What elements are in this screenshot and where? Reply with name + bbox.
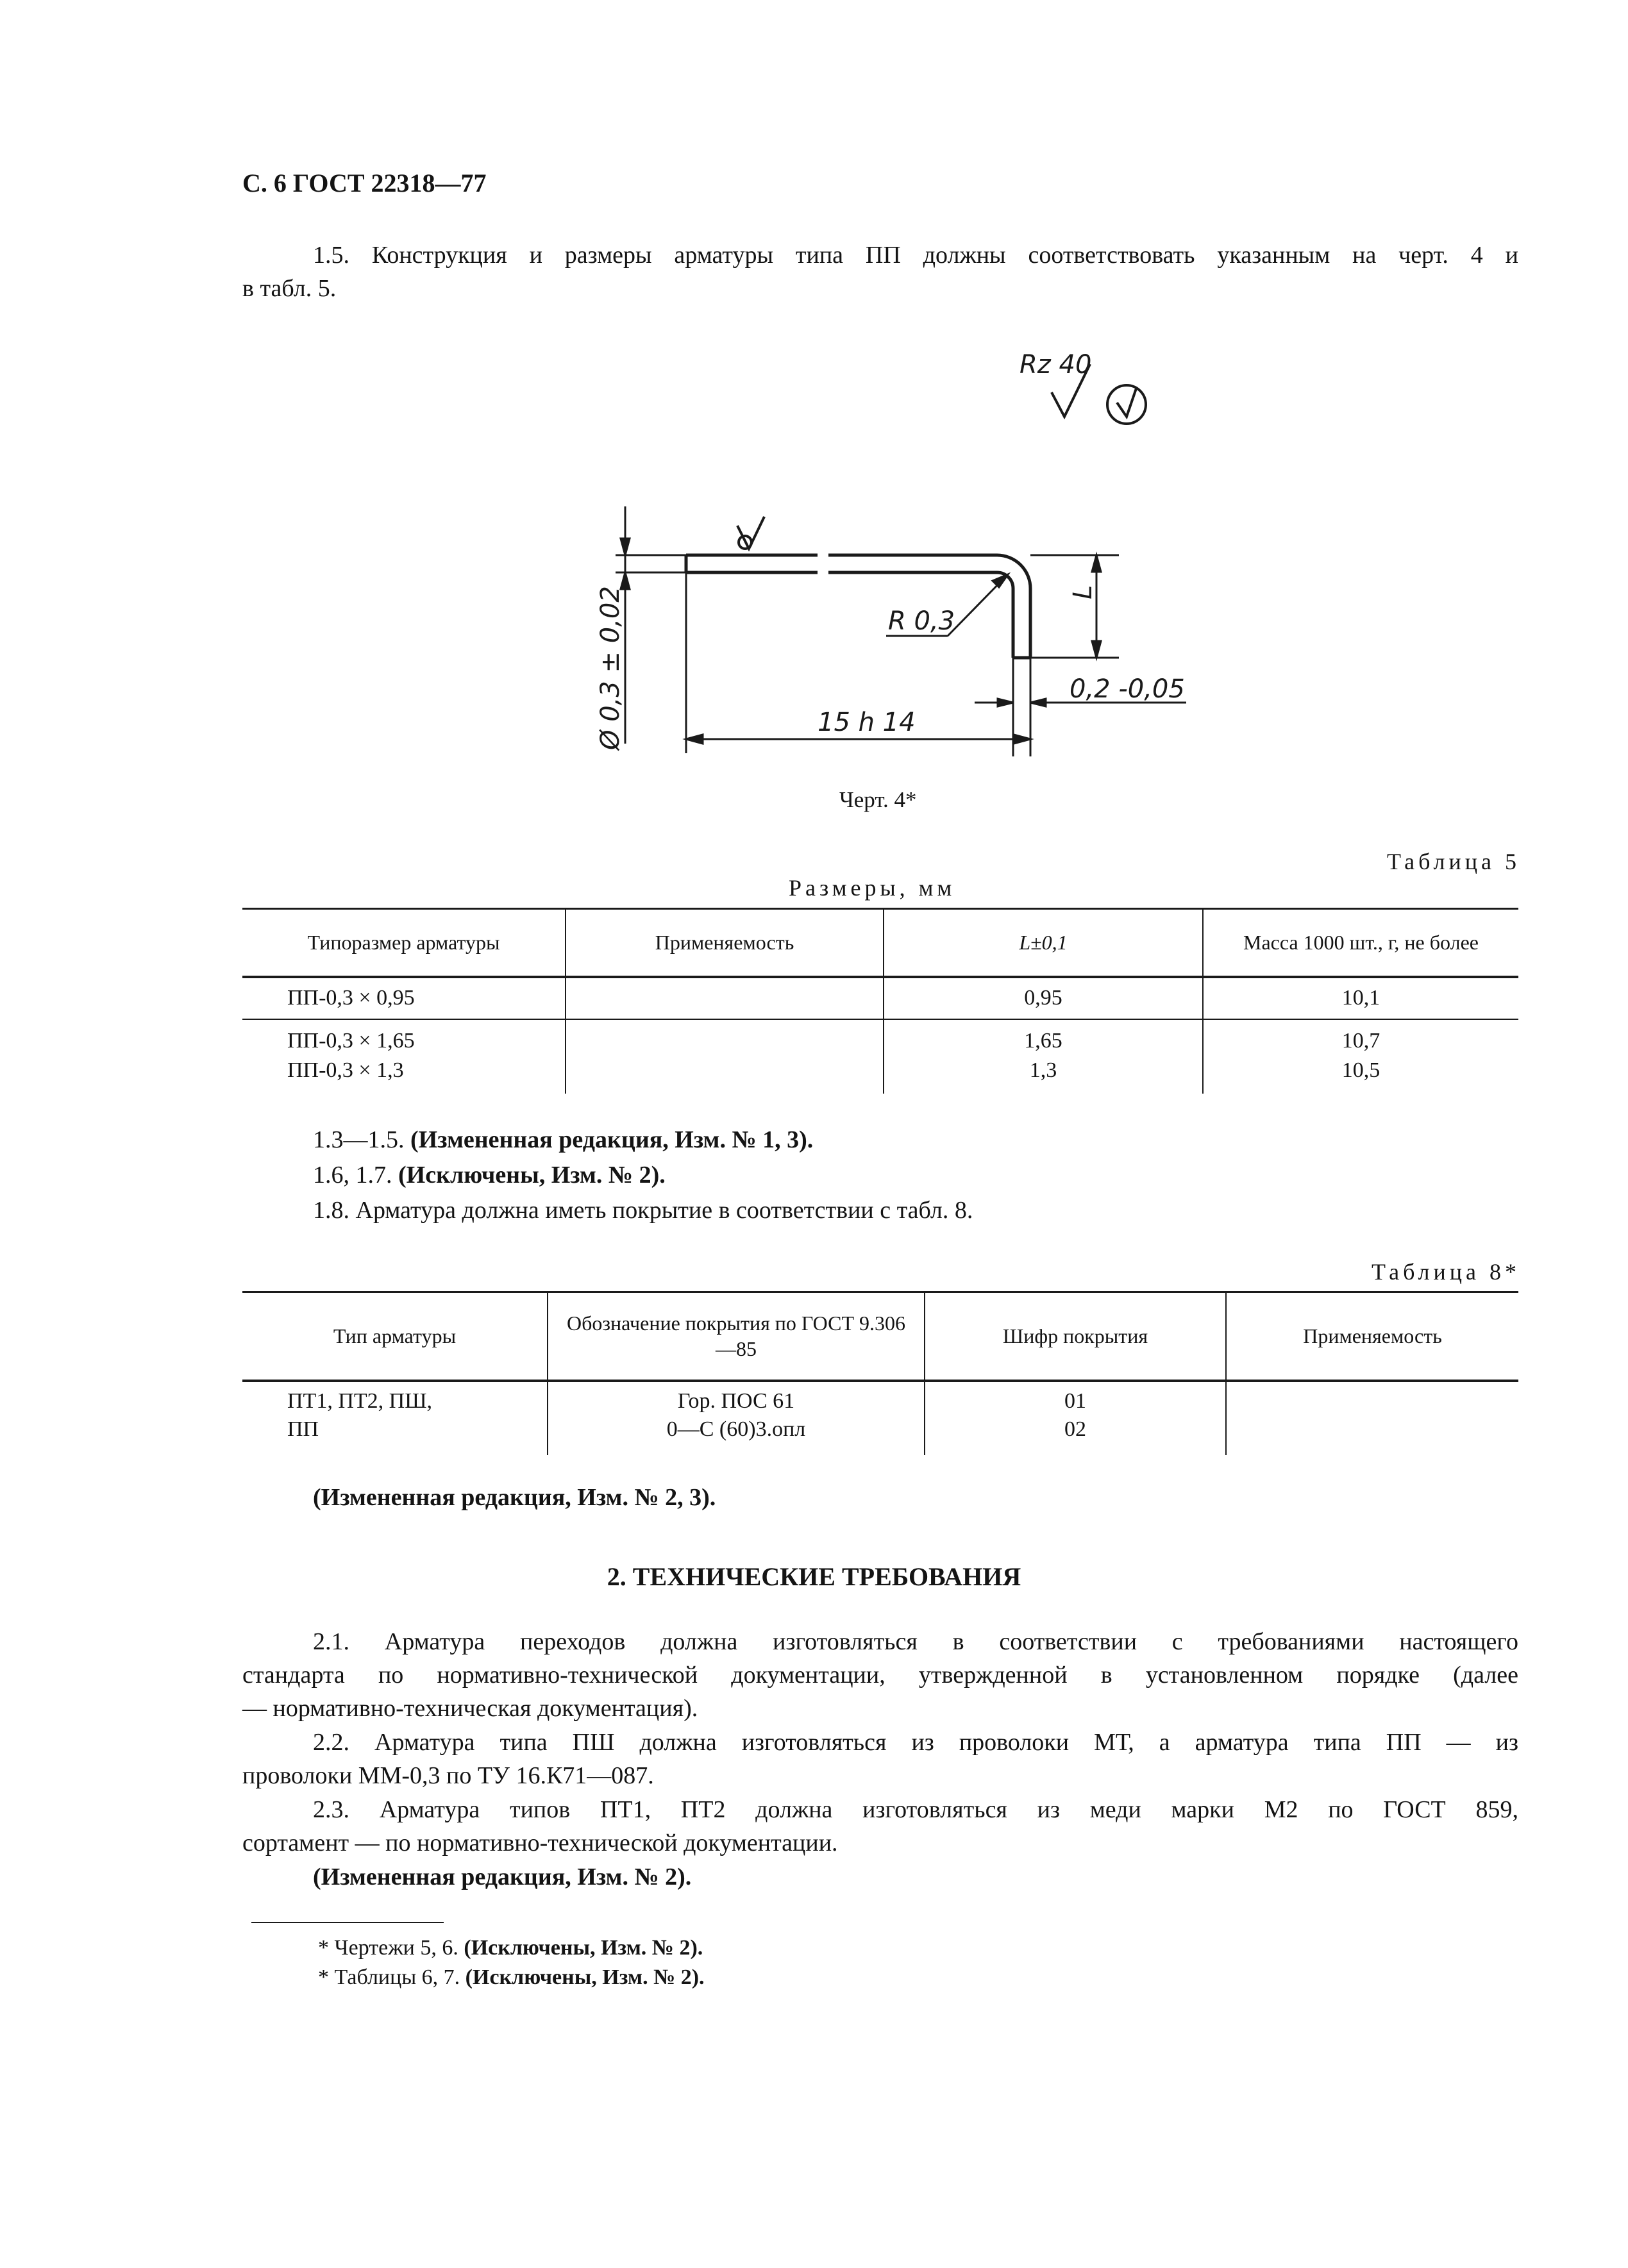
drawing-caption: Черт. 4* bbox=[839, 787, 917, 812]
t8-header-applic: Применяемость bbox=[1226, 1292, 1518, 1381]
t5-cell: 0,95 bbox=[884, 977, 1203, 1019]
t5-cell: 10,7 10,5 bbox=[1203, 1019, 1518, 1094]
surface-mark bbox=[737, 517, 764, 549]
dim-diameter-label: Ø 0,3 ± 0,02 bbox=[596, 586, 625, 750]
t5-cell: ПП-0,3 × 0,95 bbox=[287, 985, 415, 1010]
t8-header-coating: Обозначение покрытия по ГОСТ 9.306—85 bbox=[548, 1292, 925, 1381]
paragraph-2-3: 2.3. Арматура типов ПТ1, ПТ2 должна изготовляться из меди марки М2 по ГОСТ 859, сортамент — по нормативно-технической документации. bbox=[242, 1796, 1518, 1856]
t8-header-code: Шифр покрытия bbox=[925, 1292, 1226, 1381]
t5-cell: 1,65 1,3 bbox=[884, 1019, 1203, 1094]
section2-amendment: (Измененная редакция, Изм. № 2). bbox=[313, 1864, 692, 1890]
section-2-title: 2. ТЕХНИЧЕСКИЕ ТРЕБОВАНИЯ bbox=[607, 1562, 1021, 1591]
table-row bbox=[242, 1381, 1518, 1455]
dim-thickness-lines bbox=[975, 658, 1186, 756]
footnote-rule bbox=[251, 1922, 444, 1923]
table8-title: Таблица 8* bbox=[1372, 1259, 1520, 1285]
t5-header-mass: Масса 1000 шт., г, не более bbox=[1203, 909, 1518, 977]
t5-header-type: Типоразмер арматуры bbox=[242, 909, 566, 977]
dim-thickness-label: 0,2 -0,05 bbox=[1070, 674, 1185, 704]
p15-line2: в табл. 5. bbox=[242, 275, 337, 302]
t5-cell: ПП-0,3 × 1,65 ПП-0,3 × 1,3 bbox=[242, 1019, 566, 1094]
table-row bbox=[242, 1019, 1518, 1094]
t8-cell-coating: Гор. ПОС 61 0—С (60)3.опл bbox=[548, 1381, 925, 1455]
amendment-note: (Измененная редакция, Изм. № 2, 3). bbox=[313, 1484, 716, 1511]
t8-cell-type: ПТ1, ПТ2, ПШ, ПП bbox=[287, 1388, 432, 1441]
footnote-1: * Чертежи 5, 6. (Исключены, Изм. № 2). bbox=[318, 1936, 703, 1960]
t5-cell: 10,1 bbox=[1203, 977, 1518, 1019]
table-row bbox=[242, 977, 1518, 1019]
t8-header-type: Тип арматуры bbox=[242, 1292, 548, 1381]
t5-header-applic: Применяемость bbox=[566, 909, 884, 977]
note-1-6-1-7: 1.6, 1.7. (Исключены, Изм. № 2). bbox=[313, 1162, 666, 1188]
t5-cell bbox=[566, 1019, 884, 1094]
dim-L-lines bbox=[1030, 555, 1119, 658]
note-1-8: 1.8. Арматура должна иметь покрытие в соответствии с табл. 8. bbox=[313, 1197, 973, 1224]
table-5 bbox=[242, 908, 1518, 1094]
t5-cell bbox=[566, 977, 884, 1019]
drawing-4 bbox=[0, 0, 1628, 833]
wire-outline bbox=[686, 555, 1030, 658]
paragraph-2-1: 2.1. Арматура переходов должна изготовляться в соответствии с требованиями настоящего стандарта по нормативно-технической документации, утвержденной в установленном порядке (далее — нормативно-техническая документация). bbox=[242, 1628, 1518, 1722]
dim-length-label: 15 h 14 bbox=[818, 708, 916, 737]
table-8 bbox=[242, 1291, 1518, 1455]
t5-header-L: L±0,1 bbox=[884, 909, 1203, 977]
footnote-2: * Таблицы 6, 7. (Исключены, Изм. № 2). bbox=[318, 1965, 705, 1989]
t8-cell-code: 01 02 bbox=[925, 1381, 1226, 1455]
roughness-label: Rz 40 bbox=[1020, 350, 1092, 379]
dim-L-label: L bbox=[1068, 585, 1098, 599]
dim-diameter-lines bbox=[616, 506, 686, 744]
paragraph-2-2: 2.2. Арматура типа ПШ должна изготовляться из проволоки МТ, а арматура типа ПП — из проволоки ММ-0,3 по ТУ 16.К71—087. bbox=[242, 1729, 1518, 1789]
table5-units: Размеры, мм bbox=[789, 875, 956, 901]
page-header: С. 6 ГОСТ 22318—77 bbox=[242, 169, 487, 197]
table5-title: Таблица 5 bbox=[1387, 849, 1520, 874]
p15-line1: 1.5. Конструкция и размеры арматуры типа ПП должны соответствовать указанным на черт. 4 и bbox=[313, 242, 1518, 269]
note-1-3-1-5: 1.3—1.5. (Измененная редакция, Изм. № 1, 3). bbox=[313, 1126, 814, 1153]
t8-cell-applic bbox=[1226, 1381, 1518, 1455]
dim-radius-label: R 0,3 bbox=[888, 606, 955, 636]
